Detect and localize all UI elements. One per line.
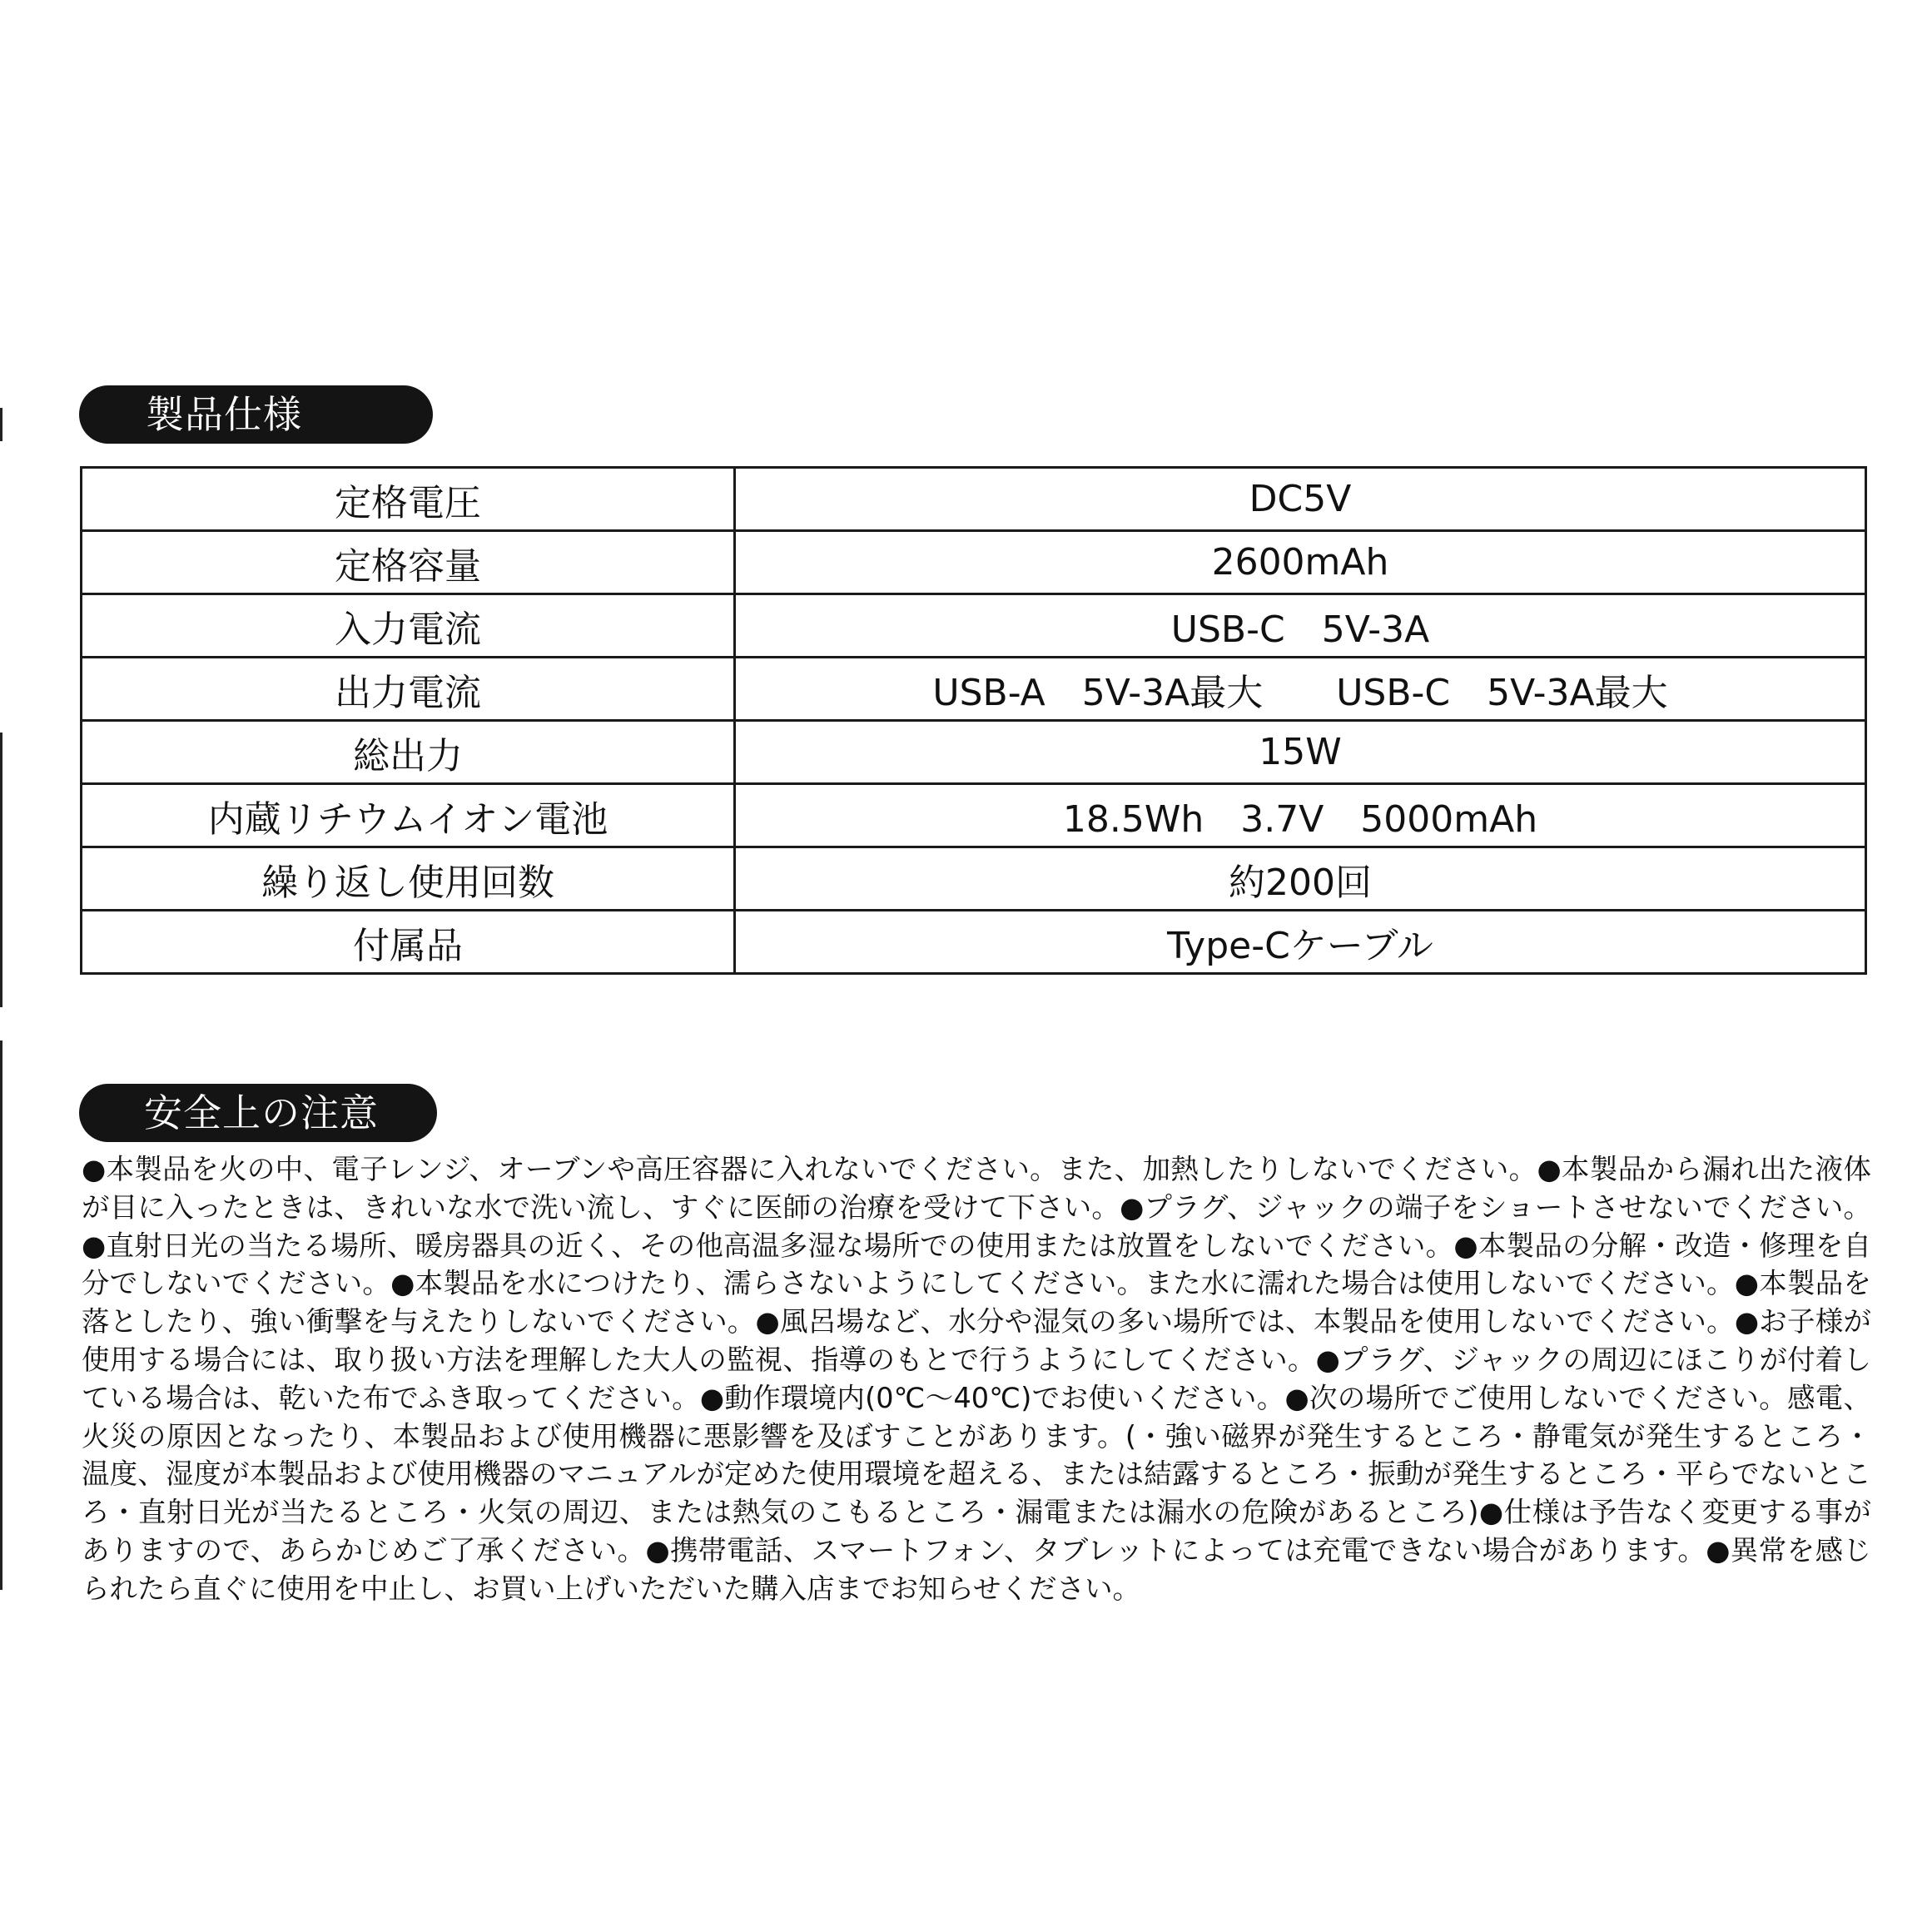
- safety-notes-text: ●本製品を火の中、電子レンジ、オーブンや高圧容器に入れないでください。また、加熱したりしないでください。●本製品から漏れ出た液体が目に入ったときは、きれいな水で洗い流し、すぐに医師の治療を受けて下さい。●プラグ、ジャックの端子をショートさせないでください。●直射日光の当たる場所、暖房器具の近く、その他高温多湿な場所での使用または放置をしないでください。●本製品の分解・改造・修理を自分でしないでください。●本製品を水につけたり、濡らさないようにしてください。また水に濡れた場合は使用しないでください。●本製品を落としたり、強い衝撃を与えたりしないでください。●風呂場など、水分や湿気の多い場所では、本製品を使用しないでください。●お子様が使用する場合には、取り扱い方法を理解した大人の監視、指導のもとで行うようにしてください。●プラグ、ジャックの周辺にほこりが付着している場合は、乾いた布でふき取ってください。●動作環境内(0℃～40℃)でお使いください。●次の場所でご使用しないでください。感電、火災の原因となったり、本製品および使用機器に悪影響を及ぼすことがあります。(・強い磁界が発生するところ・静電気が発生するところ・温度、湿度が本製品および使用機器のマニュアルが定めた使用環境を超える、または結露するところ・振動が発生するところ・平らでないところ・直射日光が当たるところ・火気の周辺、または熱気のこもるところ・漏電または漏水の危険があるところ)●仕様は予告なく変更する事がありますので、あらかじめご了承ください。●携帯電話、スマートフォン、タブレットによっては充電できない場合があります。●異常を感じられたら直ぐに使用を中止し、お買い上げいただいた購入店までお知らせください。: [82, 1153, 1871, 1605]
- spec-label: 内蔵リチウムイオン電池: [82, 784, 735, 847]
- scan-edge-line: [0, 733, 2, 1007]
- spec-value: 約200回: [735, 847, 1866, 911]
- safety-section-heading: [79, 1084, 437, 1142]
- table-row: [82, 911, 1866, 974]
- scan-edge-line: [0, 1040, 2, 1590]
- spec-label: 総出力: [82, 721, 735, 784]
- spec-label: 繰り返し使用回数: [82, 847, 735, 911]
- table-row: [82, 594, 1866, 658]
- table-row: [82, 468, 1866, 531]
- table-row: [82, 658, 1866, 721]
- spec-value: 18.5Wh 3.7V 5000mAh: [735, 784, 1866, 847]
- scan-edge-line: [0, 408, 2, 441]
- spec-value: Type-Cケーブル: [735, 911, 1866, 974]
- spec-value: DC5V: [735, 468, 1866, 531]
- safety-notes: [82, 1150, 1871, 1608]
- spec-value: 15W: [735, 721, 1866, 784]
- spec-table: [80, 466, 1867, 975]
- spec-label: 定格電圧: [82, 468, 735, 531]
- spec-section-heading-text: 製品仕様: [146, 392, 302, 437]
- spec-value: USB-C 5V-3A: [735, 594, 1866, 658]
- spec-label: 入力電流: [82, 594, 735, 658]
- table-row: [82, 531, 1866, 594]
- spec-section-heading: [79, 385, 433, 444]
- spec-value: 2600mAh: [735, 531, 1866, 594]
- spec-value: USB-A 5V-3A最大 USB-C 5V-3A最大: [735, 658, 1866, 721]
- safety-section-heading-text: 安全上の注意: [144, 1090, 379, 1135]
- spec-label: 付属品: [82, 911, 735, 974]
- spec-label: 出力電流: [82, 658, 735, 721]
- table-row: [82, 847, 1866, 911]
- table-row: [82, 784, 1866, 847]
- table-row: [82, 721, 1866, 784]
- spec-label: 定格容量: [82, 531, 735, 594]
